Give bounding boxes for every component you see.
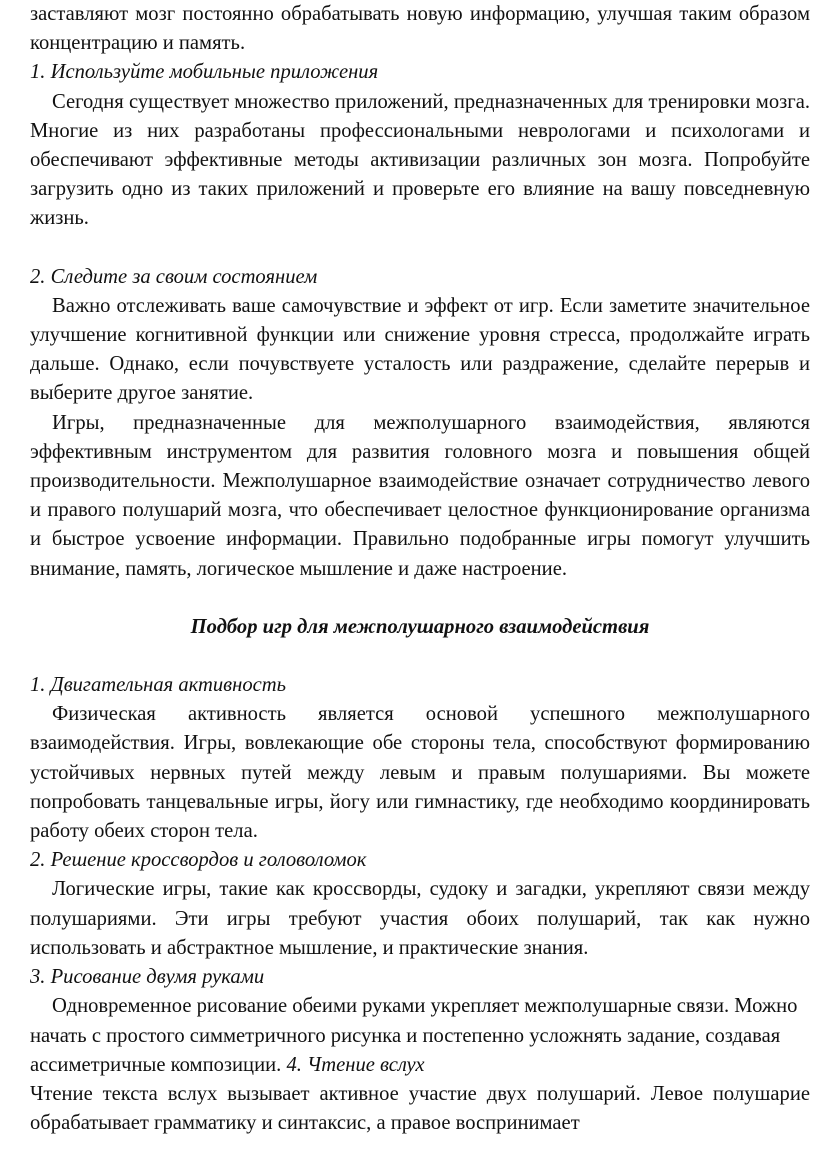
summary-paragraph: Игры, предназначенные для межполушарного взаимодействия, являются эффективным инструментом для развития головного мозга и повышения общей производительности. Межполушарное взаимодействие означает сотрудничество левого и правого полушарий мозга, что обеспечивает целостное функционирование организма и быстрое усвоение информации. Правильно подобранные игры помогут улучшить внимание, память, логическое мышление и даже настроение. — [30, 411, 810, 580]
game2-heading: 2. Решение кроссвордов и головоломок — [30, 849, 367, 872]
game3-heading: 3. Рисование двумя руками — [30, 966, 265, 989]
tip1-paragraph: Сегодня существует множество приложений, предназначенных для тренировки мозга. Многие из них разработаны профессиональными неврологами и психологами и обеспечивают эффективные методы активизации различных зон мозга. Попробуйте загрузить одно из таких приложений и проверьте его влияние на вашу повседневную жизнь. — [30, 90, 810, 230]
tip2-heading: 2. Следите за своим состоянием — [30, 265, 318, 288]
reading-paragraph: Чтение текста вслух вызывает активное участие двух полушарий. Левое полушарие обрабатывает грамматику и синтаксис, а правое воспринимает — [30, 1082, 810, 1135]
game2-paragraph: Логические игры, такие как кроссворды, судоку и загадки, укрепляют связи между полушариями. Эти игры требуют участия обоих полушарий, так как нужно использовать и абстрактное мышление, и практические знания. — [30, 878, 810, 959]
game4-inline-heading: 4. Чтение вслух — [286, 1053, 425, 1076]
game1-paragraph: Физическая активность является основой успешного межполушарного взаимодействия. Игры, вовлекающие обе стороны тела, способствуют формированию устойчивых нервных путей между левым и правым полушариями. Вы можете попробовать танцевальные игры, йогу или гимнастику, где необходимо координировать работу обеих сторон тела. — [30, 703, 810, 843]
tip1-heading: 1. Используйте мобильные приложения — [30, 61, 379, 84]
intro-tail-paragraph: заставляют мозг постоянно обрабатывать новую информацию, улучшая таким образом концентрацию и память. — [30, 3, 810, 55]
spacer — [30, 584, 810, 613]
game3-paragraph — [30, 992, 810, 1080]
spacer — [30, 234, 810, 263]
spacer — [30, 642, 810, 671]
tip2-paragraph: Важно отслеживать ваше самочувствие и эффект от игр. Если заметите значительное улучшение когнитивной функции или снижение уровня стресса, продолжайте играть дальше. Однако, если почувствуете усталость или раздражение, сделайте перерыв и выберите другое занятие. — [30, 294, 810, 405]
document-page — [30, 0, 810, 1138]
game1-heading: 1. Двигательная активность — [30, 674, 287, 697]
game3-text: Одновременное рисование обеими руками укрепляет межполушарные связи. Можно начать с простого симметричного рисунка и постепенно усложнять задание, создавая ассиметричные композиции. — [30, 995, 798, 1076]
section-title: Подбор игр для межполушарного взаимодействия — [190, 615, 650, 638]
